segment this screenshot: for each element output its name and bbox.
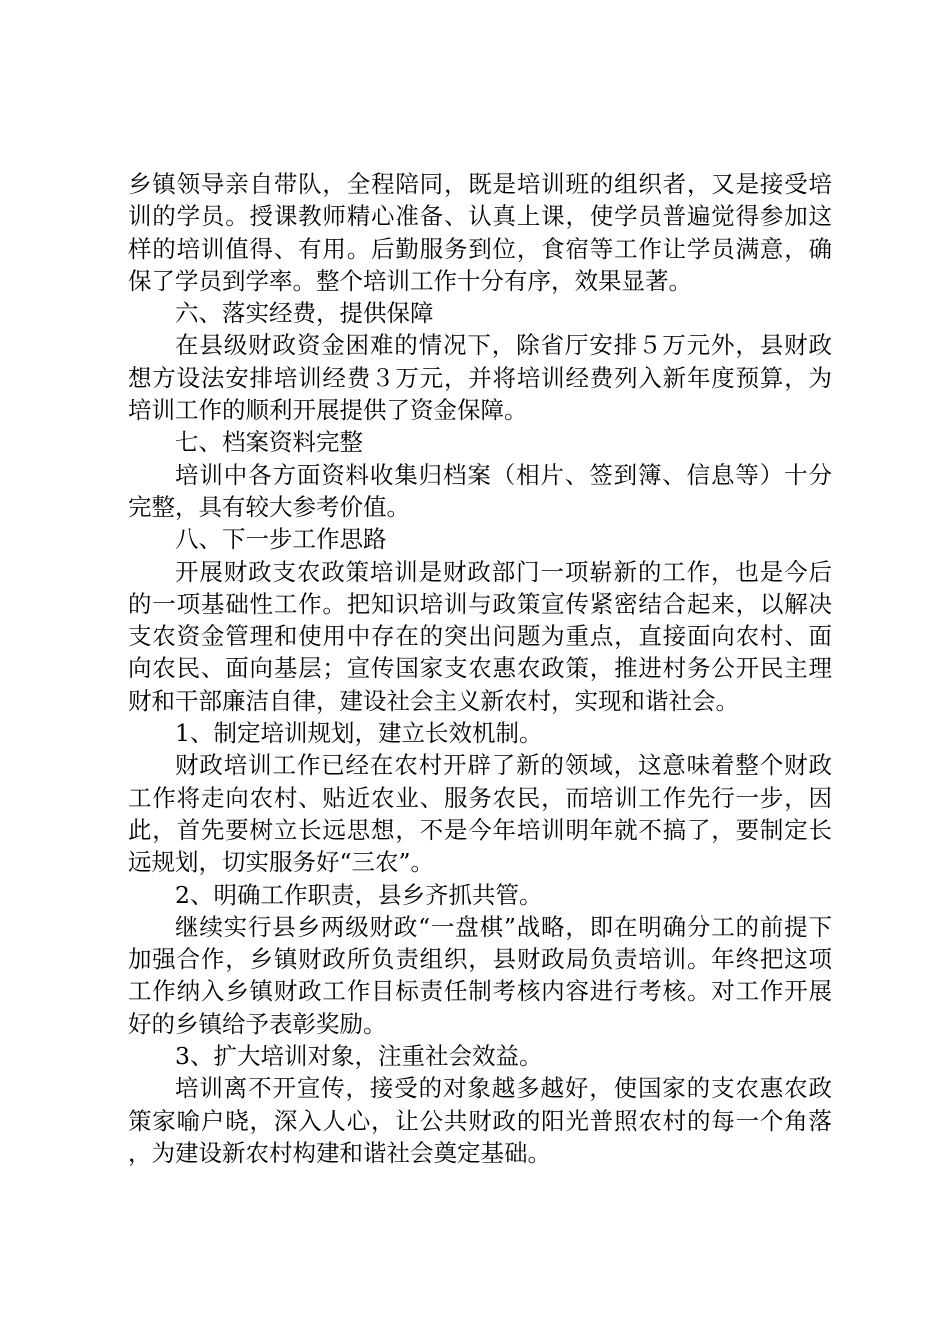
section-heading-archives: 七、档案资料完整 [175, 428, 363, 457]
section-heading-funding: 六、落实经费，提供保障 [175, 299, 434, 328]
paragraph-funding: 在县级财政资金困难的情况下，除省厅安排５万元外，县财政想方设法安排培训经费３万元，并将培训经费列入新年度预算，为培训工作的顺利开展提供了资金保障。 [128, 331, 832, 425]
paragraph-continuation: 乡镇领导亲自带队，全程陪同，既是培训班的组织者，又是接受培训的学员。授课教师精心准备、认真上课，使学员普遍觉得参加这样的培训值得、有用。后勤服务到位，食宿等工作让学员满意，确保了学员到学率。整个培训工作十分有序，效果显著。 [128, 170, 832, 295]
paragraph-expand-training: 培训离不开宣传，接受的对象越多越好，使国家的支农惠农政策家喻户晓，深入人心，让公共财政的阳光普照农村的每一个角落，为建设新农村构建和谐社会奠定基础。 [128, 1074, 832, 1167]
paragraph-training-plan: 财政培训工作已经在农村开辟了新的领域，这意味着整个财政工作将走向农村、贴近农业、服务农民，而培训工作先行一步，因此，首先要树立长远思想，不是今年培训明年就不搞了，要制定长远规划，切实服务好“三农”。 [128, 751, 832, 877]
paragraph-responsibilities: 继续实行县乡两级财政“一盘棋”战略，即在明确分工的前提下加强合作，乡镇财政所负责组织，县财政局负责培训。年终把这项工作纳入乡镇财政工作目标责任制考核内容进行考核。对工作开展好的乡镇给予表彰奖励。 [128, 912, 832, 1038]
document-body [128, 168, 832, 1169]
subheading-expand-training: 3、扩大培训对象，注重社会效益。 [175, 1042, 543, 1071]
subheading-responsibilities: 2、明确工作职责，县乡齐抓共管。 [175, 880, 543, 909]
section-heading-next-steps: 八、下一步工作思路 [175, 525, 387, 554]
paragraph-next-steps: 开展财政支农政策培训是财政部门一项崭新的工作，也是今后的一项基础性工作。把知识培训与政策宣传紧密结合起来，以解决支农资金管理和使用中存在的突出问题为重点，直接面向农村、面向农民、面向基层；宣传国家支农惠农政策，推进村务公开民主理财和干部廉洁自律，建设社会主义新农村，实现和谐社会。 [128, 557, 832, 715]
paragraph-archives: 培训中各方面资料收集归档案（相片、签到簿、信息等）十分完整，具有较大参考价值。 [128, 460, 832, 521]
subheading-training-plan: 1、制定培训规划，建立长效机制。 [175, 719, 543, 748]
